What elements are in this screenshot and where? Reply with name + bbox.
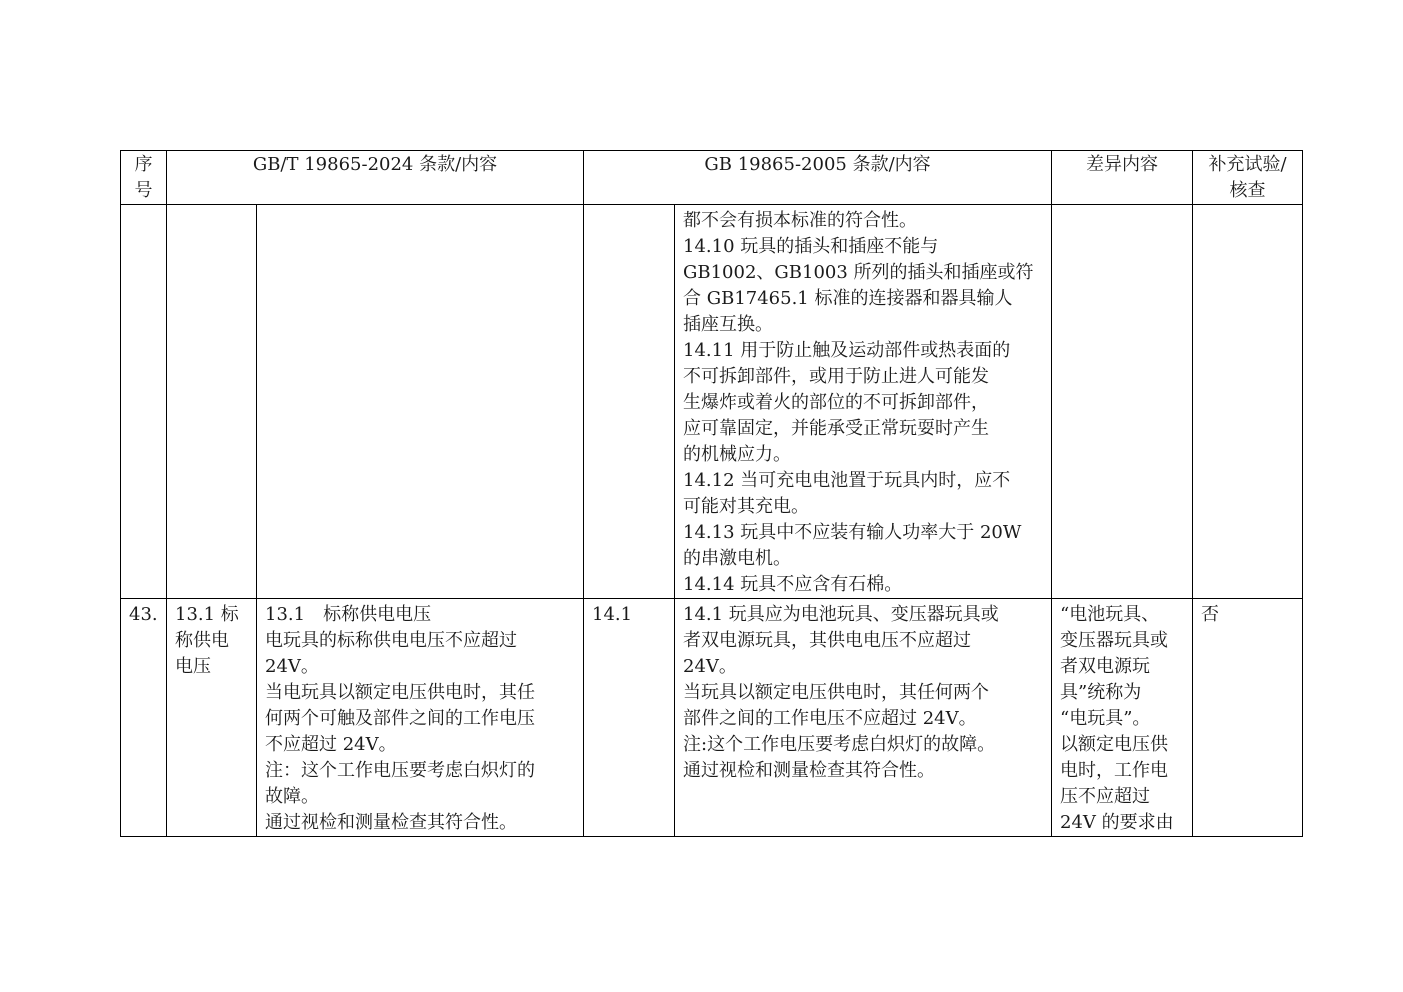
- table-header-row: [121, 151, 1303, 205]
- standards-comparison-table: [120, 150, 1303, 837]
- cell-extra: 否: [1193, 599, 1303, 837]
- cell-new-clause-empty: [167, 205, 257, 599]
- table-row: [121, 205, 1303, 599]
- cell-seq-empty: [121, 205, 167, 599]
- header-difference: 差异内容: [1052, 151, 1193, 205]
- cell-diff: “电池玩具、 变压器玩具或 者双电源玩 具”统称为 “电玩具”。 以额定电压供 电时，工作电 压不应超过 24V 的要求由: [1052, 599, 1193, 837]
- cell-new-content: 13.1 标称供电电压 电玩具的标称供电电压不应超过 24V。 当电玩具以额定电压供电时，其任 何两个可触及部件之间的工作电压 不应超过 24V。 注：这个工作电压要考虑白炽灯的 故障。 通过视检和测量检查其符合性。: [257, 599, 584, 837]
- header-seq: 序 号: [121, 151, 167, 205]
- header-extra-test: 补充试验/ 核查: [1193, 151, 1303, 205]
- cell-old-clause-empty: [584, 205, 675, 599]
- header-old-standard: GB 19865-2005 条款/内容: [584, 151, 1052, 205]
- header-new-standard: GB/T 19865-2024 条款/内容: [167, 151, 584, 205]
- table-row: [121, 599, 1303, 837]
- cell-diff-empty: [1052, 205, 1193, 599]
- cell-old-clause: 14.1: [584, 599, 675, 837]
- cell-old-content: 都不会有损本标准的符合性。 14.10 玩具的插头和插座不能与 GB1002、GB1003 所列的插头和插座或符 合 GB17465.1 标准的连接器和器具输人 插座互换。 14.11 用于防止触及运动部件或热表面的 不可拆卸部件，或用于防止进人可能发 生爆炸或着火的部位的不可拆卸部件， 应可靠固定，并能承受正常玩耍时产生 的机械应力。 14.12 当可充电电池置于玩具内时，应不 可能对其充电。 14.13 玩具中不应装有输人功率大于 20W 的串激电机。 14.14 玩具不应含有石棉。: [675, 205, 1052, 599]
- cell-old-content: 14.1 玩具应为电池玩具、变压器玩具或 者双电源玩具，其供电电压不应超过 24V。 当玩具以额定电压供电时，其任何两个 部件之间的工作电压不应超过 24V。 注:这个工作电压要考虑白炽灯的故障。 通过视检和测量检查其符合性。: [675, 599, 1052, 837]
- cell-extra-empty: [1193, 205, 1303, 599]
- cell-new-content-empty: [257, 205, 584, 599]
- cell-seq: 43.: [121, 599, 167, 837]
- cell-new-clause: 13.1 标 称供电 电压: [167, 599, 257, 837]
